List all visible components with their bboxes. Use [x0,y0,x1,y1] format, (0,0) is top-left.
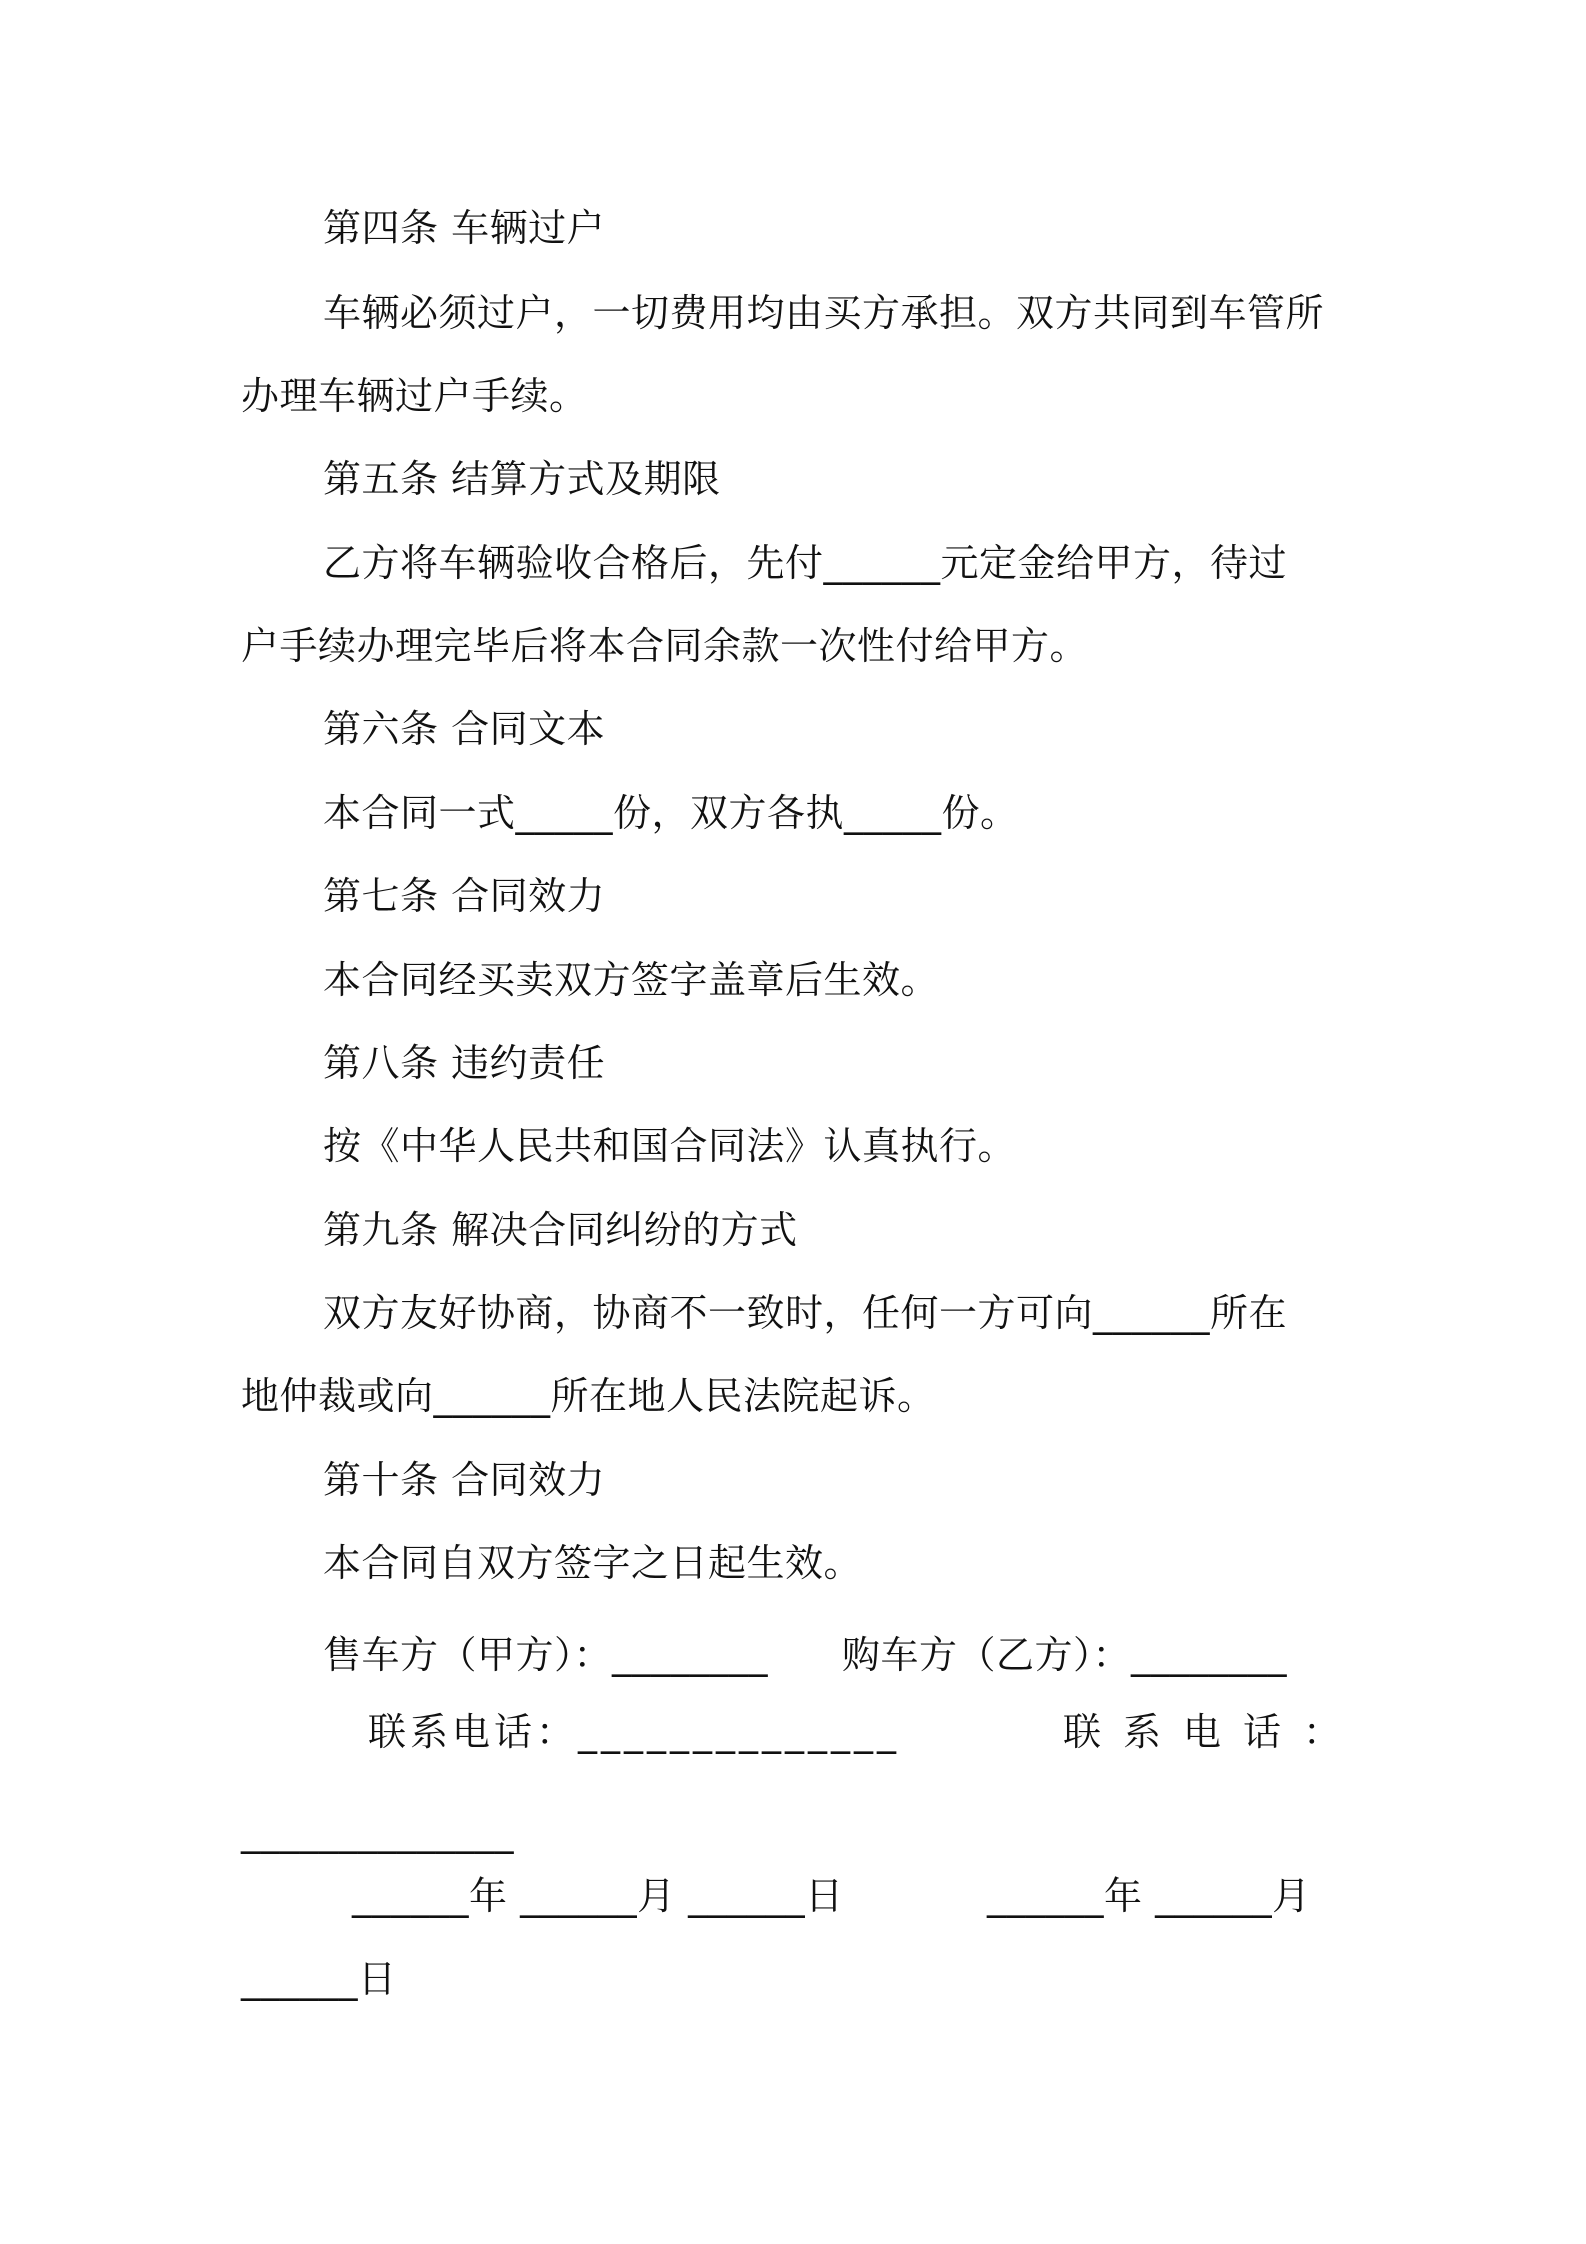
buyer-date-line: ______年 ______月 [987,1874,1311,1918]
article-9-heading: 第九条 解决合同纠纷的方式 [323,1208,798,1252]
article-7-heading: 第七条 合同效力 [323,874,606,918]
article-4-body-line-2: 办理车辆过户手续。 [241,374,588,418]
buyer-signature-line: 购车方（乙方）：________ [842,1633,1288,1677]
buyer-phone-label: 联系电话： [1063,1710,1364,1754]
article-5-body-line-1: 乙方将车辆验收合格后，先付______元定金给甲方，待过 [323,541,1288,585]
article-10-body: 本合同自双方签字之日起生效。 [323,1541,863,1585]
article-5-body-line-2: 户手续办理完毕后将本合同余款一次性付给甲方。 [241,624,1089,668]
article-5-heading: 第五条 结算方式及期限 [323,457,721,501]
article-7-body: 本合同经买卖双方签字盖章后生效。 [323,958,940,1002]
article-8-heading: 第八条 违约责任 [323,1041,606,1085]
article-8-body: 按《中华人民共和国合同法》认真执行。 [323,1124,1017,1168]
article-4-body-line-1: 车辆必须过户，一切费用均由买方承担。双方共同到车管所 [323,291,1325,335]
article-6-body: 本合同一式_____份，双方各执_____份。 [323,791,1019,835]
article-4-heading: 第四条 车辆过户 [323,206,606,250]
article-10-heading: 第十条 合同效力 [323,1458,606,1502]
buyer-phone-blank: ______________ [241,1810,514,1854]
seller-phone-line: 联系电话：______________ [368,1710,901,1754]
article-9-body-line-2: 地仲裁或向______所在地人民法院起诉。 [241,1374,936,1418]
article-6-heading: 第六条 合同文本 [323,707,606,751]
seller-date-line: ______年 ______月 ______日 [352,1874,844,1918]
article-9-body-line-1: 双方友好协商，协商不一致时，任何一方可向______所在 [323,1291,1288,1335]
buyer-date-day: ______日 [241,1957,397,2001]
seller-signature-line: 售车方（甲方）：________ [323,1633,769,1677]
